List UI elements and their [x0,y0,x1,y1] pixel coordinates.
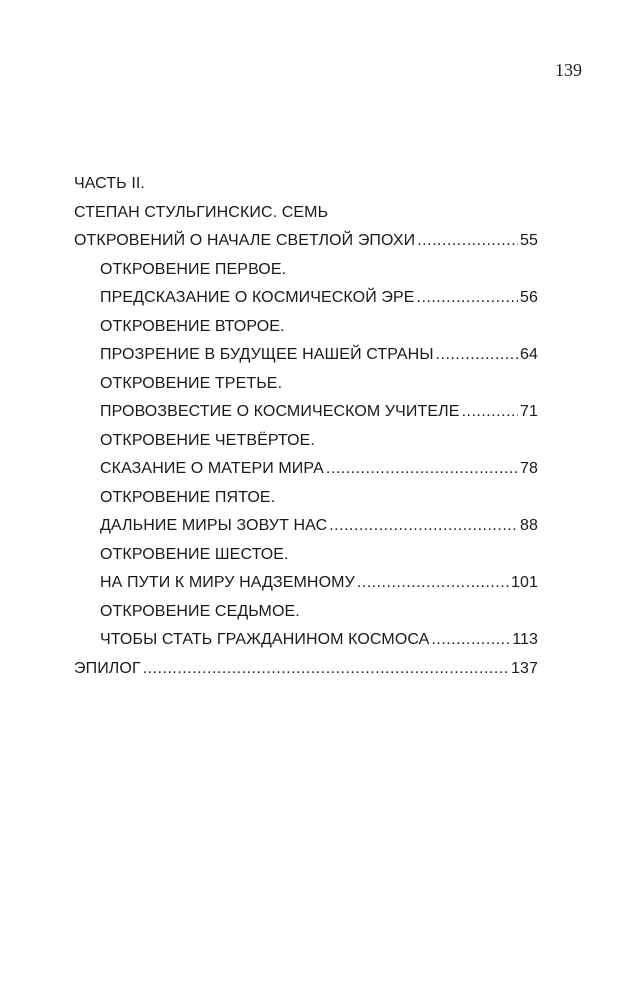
entry-page: 56 [520,289,538,306]
dot-leader [417,227,518,256]
entry-page: 64 [520,346,538,363]
dot-leader [462,398,518,427]
entry-page: 71 [520,403,538,420]
entry-page: 78 [520,460,538,477]
dot-leader [436,341,518,370]
toc-entry-revelation [74,455,538,484]
dot-leader [329,512,518,541]
part-heading: ЧАСТЬ II. [74,175,145,192]
revelation-heading: ОТКРОВЕНИЕ ЧЕТВЁРТОЕ. [100,431,315,449]
toc-entry-epilogue [74,655,538,684]
revelation-heading: ОТКРОВЕНИЕ ШЕСТОЕ. [100,545,289,563]
entry-title: ОТКРОВЕНИЙ О НАЧАЛЕ СВЕТЛОЙ ЭПОХИ [74,232,416,249]
dot-leader [326,455,518,484]
toc-entry-revelation [74,341,538,370]
entry-page: 55 [520,232,538,249]
toc-entry-revelation [74,512,538,541]
entry-title: ДАЛЬНИЕ МИРЫ ЗОВУТ НАС [100,517,328,534]
entry-title: ПРОЗРЕНИЕ В БУДУЩЕЕ НАШЕЙ СТРАНЫ [100,346,434,363]
entry-title: ПРОВОЗВЕСТИЕ О КОСМИЧЕСКОМ УЧИТЕЛЕ [100,403,460,420]
revelation-heading: ОТКРОВЕНИЕ ВТОРОЕ. [100,317,285,335]
entry-title: ПРЕДСКАЗАНИЕ О КОСМИЧЕСКОЙ ЭРЕ [100,289,415,306]
dot-leader [431,626,510,655]
revelation-heading: ОТКРОВЕНИЕ ПЕРВОЕ. [100,260,287,278]
revelation-heading: ОТКРОВЕНИЕ ТРЕТЬЕ. [100,374,283,392]
dot-leader [357,569,509,598]
toc-entry-revelation [74,569,538,598]
entry-title: НА ПУТИ К МИРУ НАДЗЕМНОМУ [100,574,355,591]
revelation-heading: ОТКРОВЕНИЕ СЕДЬМОЕ. [100,602,300,620]
entry-title: ЭПИЛОГ [74,659,141,677]
dot-leader [417,284,519,313]
toc-entry-section [74,227,538,256]
page-number: 139 [555,60,582,80]
section-title-line1: СТЕПАН СТУЛЬГИНСКИС. СЕМЬ [74,203,329,221]
revelation-heading: ОТКРОВЕНИЕ ПЯТОЕ. [100,488,276,506]
dot-leader [143,655,509,684]
entry-page: 113 [512,631,538,648]
entry-page: 88 [520,517,538,534]
entry-page: 101 [511,574,538,591]
table-of-contents [74,170,538,683]
entry-title: ЧТОБЫ СТАТЬ ГРАЖДАНИНОМ КОСМОСА [100,631,430,648]
toc-entry-revelation [74,284,538,313]
entry-title: СКАЗАНИЕ О МАТЕРИ МИРА [100,460,324,477]
toc-entry-revelation [74,398,538,427]
toc-entry-revelation [74,626,538,655]
entry-page: 137 [511,659,538,677]
